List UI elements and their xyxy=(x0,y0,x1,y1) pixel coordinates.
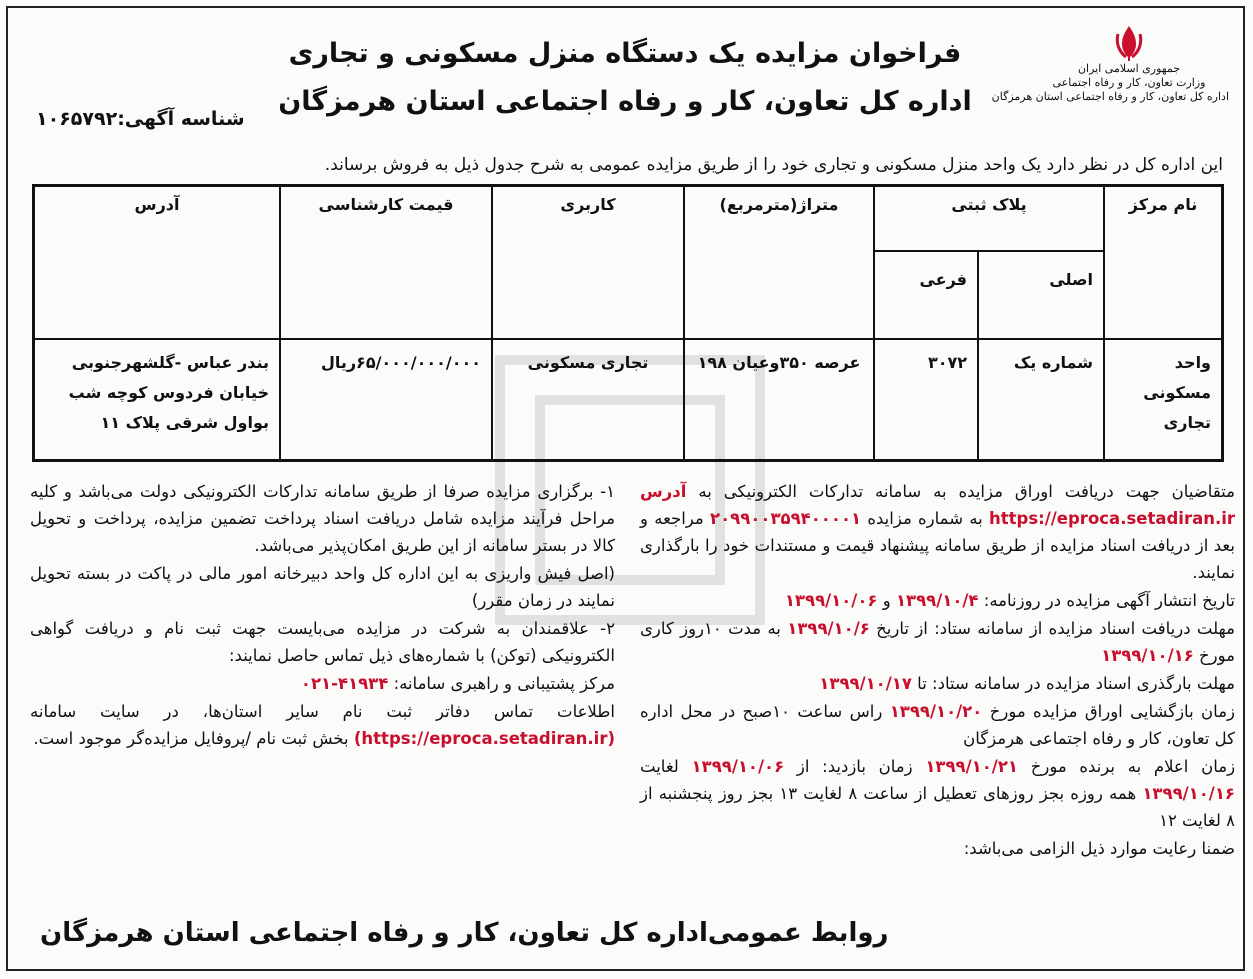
header-plate-sub: فرعی xyxy=(874,251,978,339)
text-segment: زمان بازدید: از xyxy=(796,757,913,776)
rule-1-note: (اصل فیش واریزی به این اداره کل واحد دبیرخانه امور مالی در پاکت در بسته تحویل نمایند در زمان مقرر) xyxy=(30,564,615,610)
text-segment: متقاضیان جهت دریافت اوراق مزایده به سامانه تدارکات الکترونیکی به xyxy=(698,482,1236,501)
text-segment: مهلت دریافت اسناد مزایده از سامانه ستاد: از تاریخ xyxy=(876,619,1236,638)
footer-signature: روابط عمومی‌اداره کل تعاون، کار و رفاه اجتماعی استان هرمزگان xyxy=(40,918,889,948)
rule-2: ۲- علاقمندان به شرکت در مزایده می‌بایست جهت ثبت نام و دریافت گواهی الکترونیکی (توکن) با شماره‌های ذیل تماس حاصل نمایند: xyxy=(30,619,615,665)
text-segment: زمان بازگشایی اوراق مزایده مورخ xyxy=(989,702,1236,721)
date-value: ۱۳۹۹/۱۰/۲۱ xyxy=(925,757,1018,776)
date-value: ۱۳۹۹/۱۰/۲۰ xyxy=(889,702,983,721)
text-segment: مرکز پشتیبانی و راهبری سامانه: xyxy=(393,674,615,693)
registration-offices xyxy=(30,698,615,752)
setad-link[interactable]: https://eproca.setadiran.ir xyxy=(989,509,1236,528)
text-segment: اطلاعات تماس دفاتر ثبت نام سایر استان‌ها، در سایت سامانه xyxy=(30,702,615,721)
header-usage: کاربری xyxy=(492,186,684,340)
cell-usage: تجاری مسکونی xyxy=(492,339,684,460)
paragraph-announce-visit xyxy=(640,753,1235,834)
header-address: آدرس xyxy=(34,186,281,340)
paragraph-upload-deadline xyxy=(640,670,1235,697)
text-segment: لغایت xyxy=(640,757,679,776)
intro-text: این اداره کل در نظر دارد یک واحد منزل مسکونی و تجاری خود را از طریق مزایده عمومی به شرح جدول ذیل به فروش برساند. xyxy=(324,155,1223,175)
paragraph-publish-date xyxy=(640,587,1235,614)
ad-id: شناسه آگهی:۱۰۶۵۷۹۲ xyxy=(36,108,245,130)
header-area: متراژ(مترمربع) xyxy=(684,186,874,340)
text-segment: تاریخ انتشار آگهی مزایده در روزنامه: xyxy=(983,591,1235,610)
text-segment: مراجعه و بعد از دریافت اسناد مزایده از طریق سامانه پیشنهاد قیمت و مستندات خود را بارگذاری نمایند. xyxy=(640,509,1235,582)
date-value: ۱۳۹۹/۱۰/۴ xyxy=(895,591,979,610)
paragraph-requirements: ضمنا رعایت موارد ذیل الزامی می‌باشد: xyxy=(963,839,1235,858)
date-value: ۱۳۹۹/۱۰/۶ xyxy=(787,619,870,638)
header-center: نام مرکز xyxy=(1104,186,1223,340)
date-value: ۱۳۹۹/۱۰/۰۶ xyxy=(691,757,785,776)
support-center xyxy=(30,670,615,697)
date-value: ۱۳۹۹/۱۰/۱۷ xyxy=(819,674,912,693)
page-title xyxy=(235,30,1015,126)
date-value: ۱۳۹۹/۱۰/۱۶ xyxy=(1142,784,1235,803)
setad-link[interactable]: (https://eproca.setadiran.ir) xyxy=(353,729,615,748)
text-segment: و xyxy=(882,591,891,610)
auction-number: ۲۰۹۹۰۰۳۵۹۴۰۰۰۰۱ xyxy=(710,509,862,528)
cell-address: بندر عباس -گلشهرجنوبی خیابان فردوس کوچه شب بواول شرقی پلاک ۱۱ xyxy=(34,339,281,460)
text-segment: راس ساعت ۱۰صبح در محل اداره کل تعاون، کار و رفاه اجتماعی هرمزگان xyxy=(640,702,1235,748)
logo-text-1: جمهوری اسلامی ایران xyxy=(1077,62,1181,75)
text-segment: همه روزه بجز روزهای تعطیل از ساعت ۸ لغایت ۱۳ بجز روز پنجشنبه از ۸ لغایت ۱۲ xyxy=(640,784,1235,830)
cell-center: واحد مسکونی تجاری xyxy=(1104,339,1223,460)
auction-table xyxy=(32,184,1224,462)
support-phone: ۴۱۹۳۴-۰۲۱ xyxy=(300,674,389,693)
title-line-2: اداره کل تعاون، کار و رفاه اجتماعی استان هرمزگان xyxy=(278,86,972,117)
logo-text-3: اداره کل تعاون، کار و رفاه اجتماعی استان هرمزگان xyxy=(991,90,1229,103)
table-header-row xyxy=(34,186,1223,252)
paragraph-docs xyxy=(640,478,1235,586)
cell-plate-sub: ۳۰۷۲ xyxy=(874,339,978,460)
header-plate-main: اصلی xyxy=(978,251,1104,339)
logo-text-2: وزارت تعاون، کار و رفاه اجتماعی xyxy=(1052,76,1206,89)
table-row xyxy=(34,339,1223,460)
date-value: ۱۳۹۹/۱۰/۰۶ xyxy=(784,591,878,610)
text-segment: بخش ثبت نام /پروفایل مزایده‌گر موجود است. xyxy=(33,729,349,748)
text-segment: به مدت ۱۰روز کاری مورخ xyxy=(640,619,1235,665)
iran-emblem-icon xyxy=(1112,24,1146,62)
left-column xyxy=(30,478,615,753)
text-segment: زمان اعلام به برنده مورخ xyxy=(1030,757,1236,776)
text-segment: به شماره مزایده xyxy=(867,509,983,528)
cell-plate-main: شماره یک xyxy=(978,339,1104,460)
cell-area: عرصه ۳۵۰وعیان ۱۹۸ xyxy=(684,339,874,460)
cell-price: ۶۵/۰۰۰/۰۰۰/۰۰۰ریال xyxy=(280,339,492,460)
emblem-logo xyxy=(991,24,1229,144)
paragraph-receive-deadline xyxy=(640,615,1235,669)
address-label: آدرس xyxy=(640,482,687,501)
paragraph-opening xyxy=(640,698,1235,752)
header-plate: پلاک ثبتی xyxy=(874,186,1104,252)
right-column xyxy=(640,478,1235,863)
date-value: ۱۳۹۹/۱۰/۱۶ xyxy=(1101,646,1194,665)
text-segment: مهلت بارگذری اسناد مزایده در سامانه ستاد: تا xyxy=(917,674,1235,693)
header-price: قیمت کارشناسی xyxy=(280,186,492,340)
rule-1: ۱- برگزاری مزایده صرفا از طریق سامانه تدارکات الکترونیکی دولت می‌باشد و کلیه مراحل فرآیند مزایده شامل دریافت اسناد پرداخت تضمین مزایده، پرداخت و تحویل کالا در بستر سامانه از این طریق امکان‌پذیر می‌باشد. xyxy=(30,482,615,555)
title-line-1: فراخوان مزایده یک دستگاه منزل مسکونی و تجاری xyxy=(288,38,962,69)
